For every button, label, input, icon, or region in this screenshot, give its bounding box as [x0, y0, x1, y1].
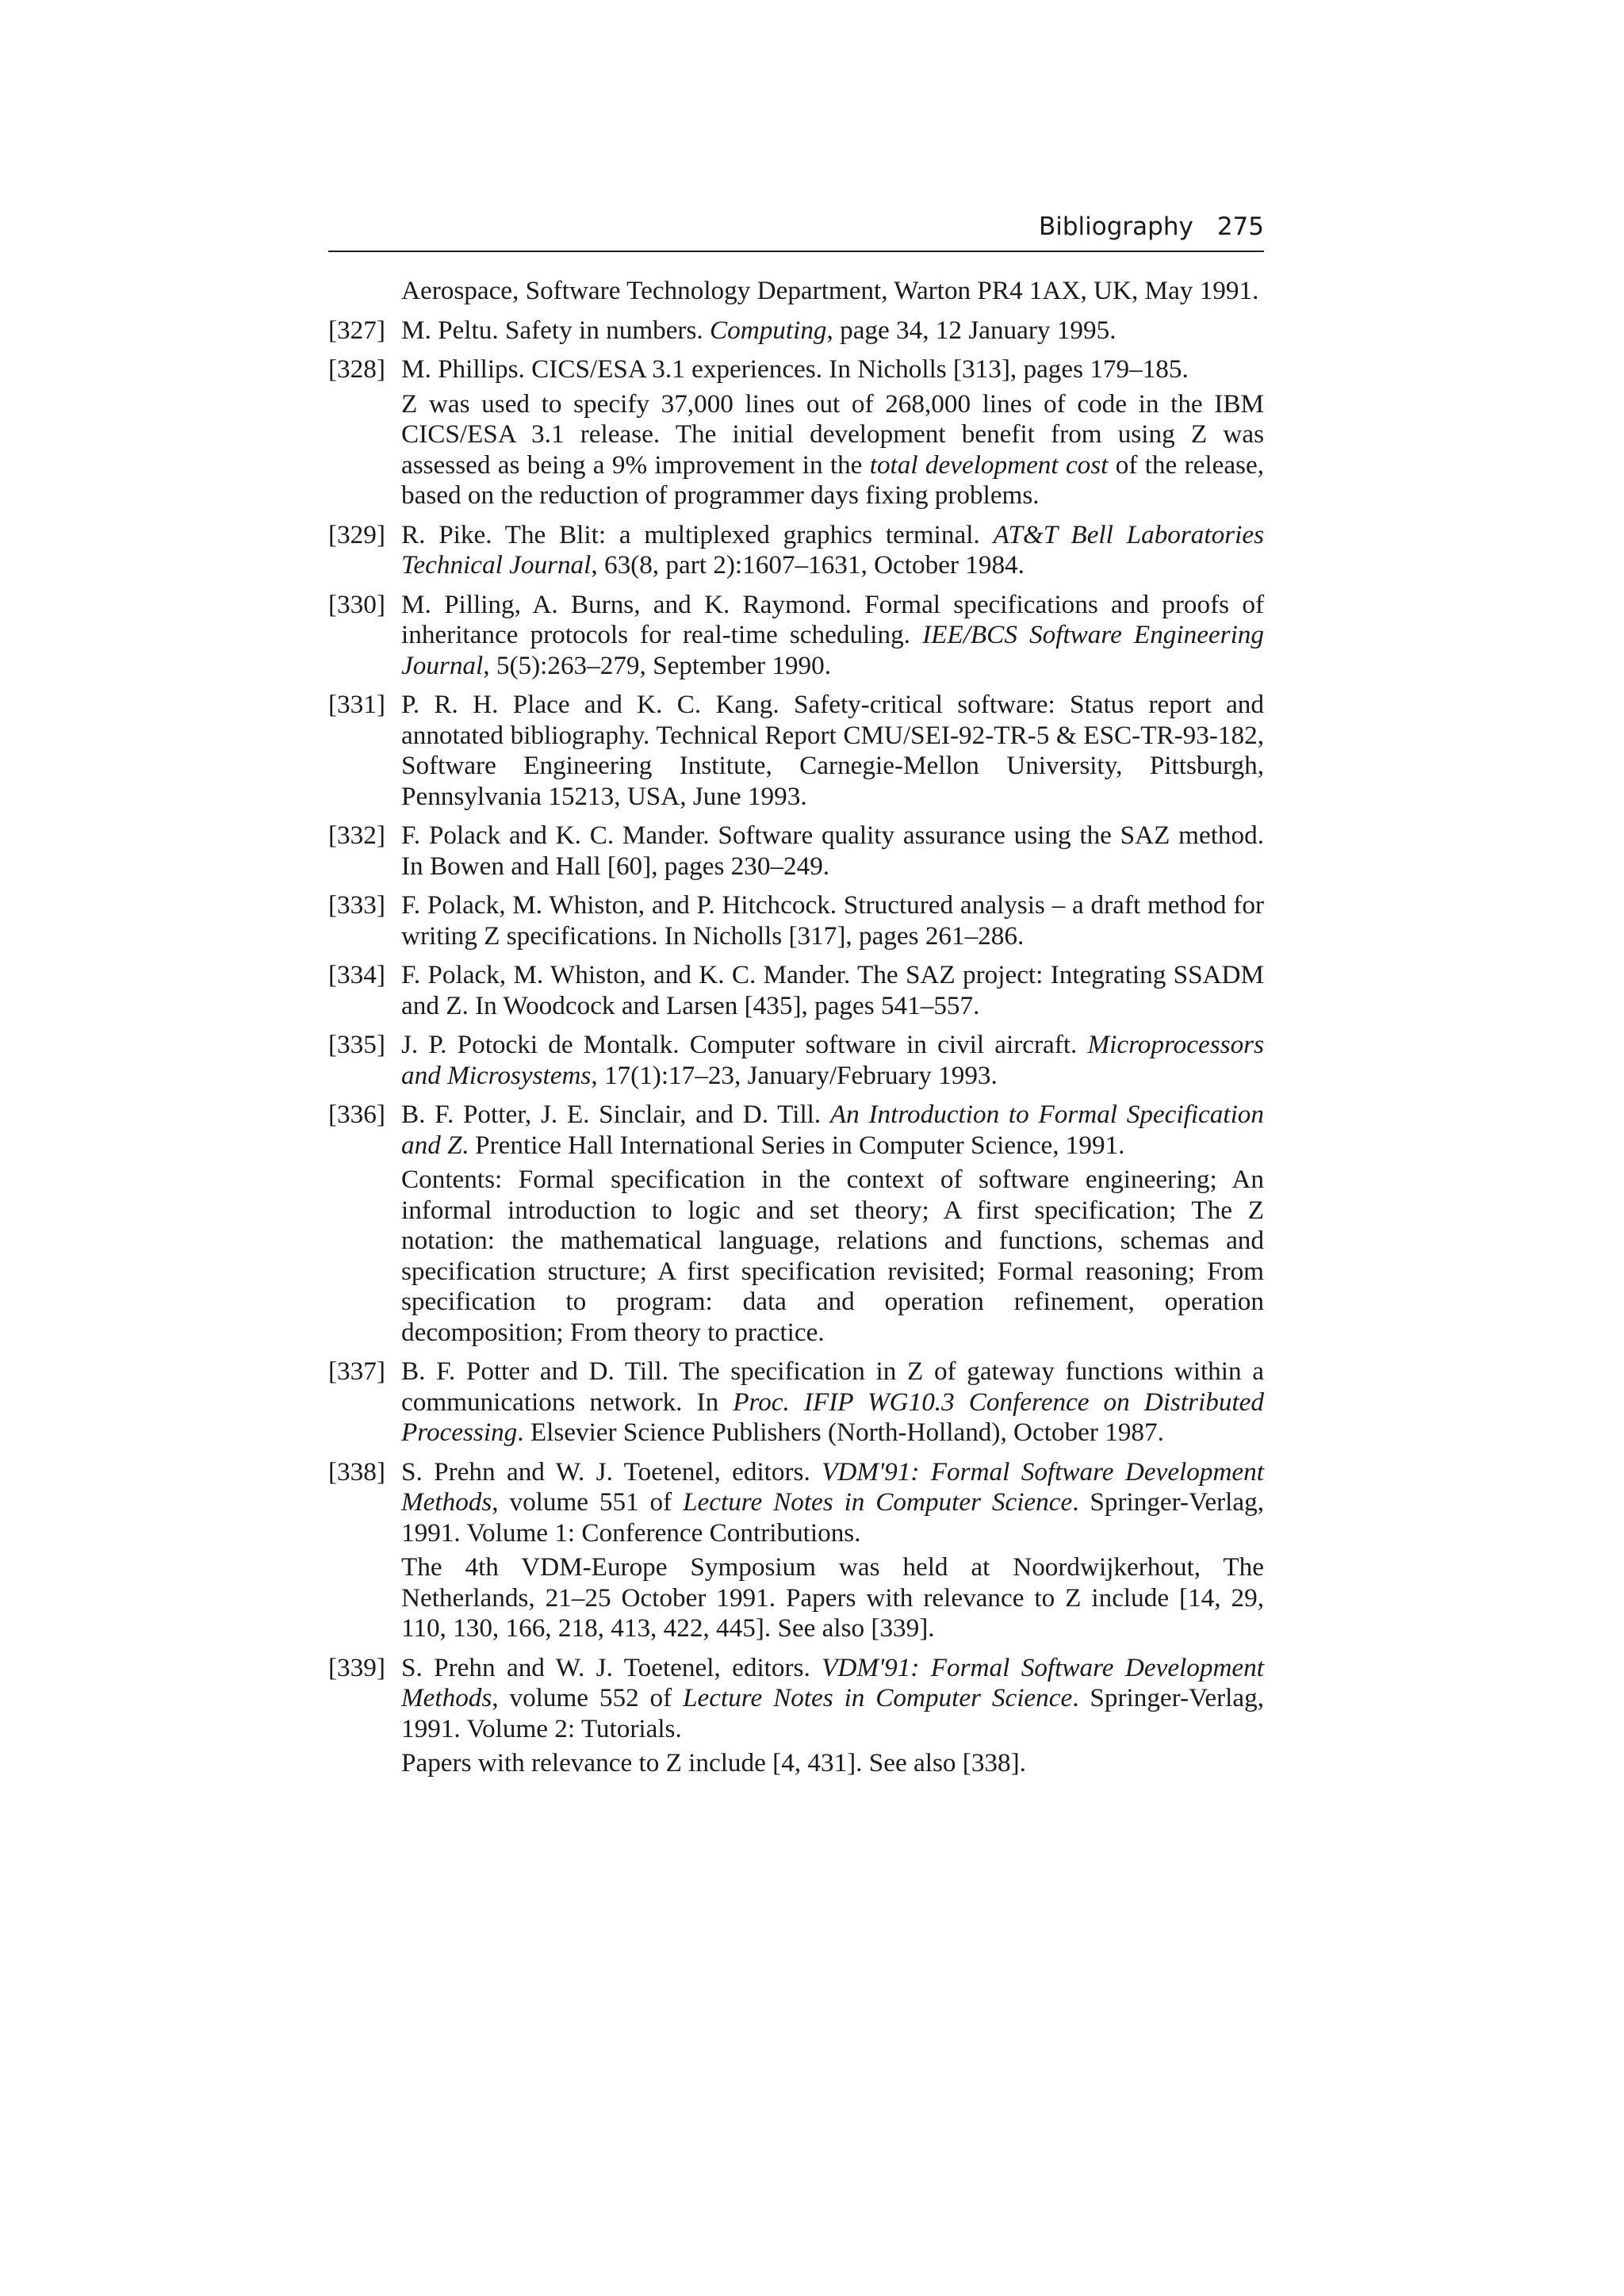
bibliography-entry	[328, 1357, 1264, 1448]
text-run: , volume 551 of	[492, 1487, 684, 1517]
entry-citation	[401, 316, 1264, 346]
entry-number: [337]	[328, 1357, 385, 1386]
text-run: F. Polack, M. Whiston, and P. Hitchcock. Structured analysis – a draft method for writing Z specifications. In Nicholls [317], pages 261–286.	[401, 890, 1264, 951]
italic-text: VDM'91: Formal Software Development Methods	[401, 1456, 1264, 1517]
text-run: . Prentice Hall International Series in Computer Science, 1991.	[462, 1130, 1125, 1160]
entry-annotation	[401, 1748, 1264, 1779]
text-run: , 63(8, part 2):1607–1631, October 1984.	[591, 550, 1025, 580]
text-run: , 17(1):17–23, January/February 1993.	[591, 1060, 998, 1090]
text-run: . Springer-Verlag, 1991. Volume 1: Conference Contributions.	[401, 1487, 1264, 1548]
text-run: The 4th VDM-Europe Symposium was held at Noordwijkerhout, The Netherlands, 21–25 October 1991. Papers with relevance to Z include [14, 29, 110, 130, 166, 218, 413, 422, 445]. See also [339].	[401, 1552, 1264, 1643]
entry-number: [328]	[328, 354, 385, 384]
section-title: Bibliography	[1038, 212, 1193, 241]
entry-number: [331]	[328, 690, 385, 719]
text-run: Z was used to specify 37,000 lines out of 268,000 lines of code in the IBM CICS/ESA 3.1 release. The initial development benefit from using Z was assessed as being a 9% improvement in the	[401, 388, 1264, 480]
entry-citation	[401, 690, 1264, 812]
italic-text: AT&T Bell Laboratories Technical Journal	[401, 519, 1264, 580]
entry-citation	[401, 276, 1264, 307]
bibliography-page	[328, 212, 1264, 1788]
running-header	[328, 212, 1264, 252]
text-run: of the release, based on the reduction of programmer days fixing problems.	[401, 450, 1264, 510]
entry-annotation	[401, 389, 1264, 511]
entry-citation	[401, 1653, 1264, 1745]
italic-text: An Introduction to Formal Specification and Z	[401, 1100, 1264, 1160]
text-run: F. Polack and K. C. Mander. Software quality assurance using the SAZ method. In Bowen and Hall [60], pages 230–249.	[401, 821, 1264, 881]
bibliography-entry	[328, 690, 1264, 812]
entry-number: [327]	[328, 315, 385, 345]
bibliography-entries	[328, 276, 1264, 1779]
entry-citation	[401, 890, 1264, 951]
entry-citation	[401, 1100, 1264, 1161]
text-run: , page 34, 12 January 1995.	[826, 315, 1116, 345]
entry-number: [338]	[328, 1456, 385, 1487]
entry-annotation	[401, 1552, 1264, 1644]
entry-citation	[401, 1357, 1264, 1448]
bibliography-entry	[328, 590, 1264, 682]
bibliography-entry	[328, 316, 1264, 346]
bibliography-entry	[328, 276, 1264, 307]
italic-text: Computing	[710, 315, 827, 345]
bibliography-entry	[328, 1100, 1264, 1348]
italic-text: IEE/BCS Software Engineering Journal	[401, 620, 1264, 680]
text-run: , 5(5):263–279, September 1990.	[483, 650, 831, 680]
entry-number: [336]	[328, 1100, 385, 1129]
text-run: , volume 552 of	[492, 1683, 684, 1712]
text-run: S. Prehn and W. J. Toetenel, editors.	[401, 1652, 822, 1682]
text-run: R. Pike. The Blit: a multiplexed graphics terminal.	[401, 519, 994, 549]
text-run: S. Prehn and W. J. Toetenel, editors.	[401, 1456, 822, 1487]
italic-text: Lecture Notes in Computer Science	[683, 1683, 1073, 1712]
bibliography-entry	[328, 1030, 1264, 1091]
bibliography-entry	[328, 1457, 1264, 1644]
entry-number: [329]	[328, 519, 385, 549]
entry-number: [335]	[328, 1030, 385, 1059]
bibliography-entry	[328, 821, 1264, 882]
text-run: B. F. Potter and D. Till. The specification in Z of gateway functions within a communications network. In	[401, 1357, 1264, 1417]
bibliography-entry	[328, 890, 1264, 951]
text-run: . Elsevier Science Publishers (North-Holland), October 1987.	[517, 1418, 1164, 1447]
entry-number: [332]	[328, 821, 385, 850]
italic-text: VDM'91: Formal Software Development Methods	[401, 1652, 1264, 1712]
text-run: B. F. Potter, J. E. Sinclair, and D. Till.	[401, 1100, 830, 1129]
entry-number: [334]	[328, 960, 385, 989]
entry-number: [333]	[328, 890, 385, 920]
text-run: M. Peltu. Safety in numbers.	[401, 315, 710, 345]
bibliography-entry	[328, 960, 1264, 1021]
entry-citation	[401, 1457, 1264, 1549]
text-run: P. R. H. Place and K. C. Kang. Safety-critical software: Status report and annotated bibliography. Technical Report CMU/SEI-92-TR-5 & ESC-TR-93-182, Software Engineering Institute, Carnegie-Mellon University, Pittsburgh, Pennsylvania 15213, USA, June 1993.	[401, 690, 1264, 811]
entry-annotation	[401, 1165, 1264, 1348]
text-run: J. P. Potocki de Montalk. Computer software in civil aircraft.	[401, 1030, 1088, 1059]
text-run: M. Pilling, A. Burns, and K. Raymond. Formal specifications and proofs of inheritance protocols for real-time scheduling.	[401, 589, 1264, 649]
text-run: Aerospace, Software Technology Department, Warton PR4 1AX, UK, May 1991.	[401, 276, 1259, 305]
italic-text: Lecture Notes in Computer Science	[683, 1487, 1073, 1517]
entry-number: [330]	[328, 589, 385, 619]
entry-citation	[401, 590, 1264, 682]
bibliography-entry	[328, 520, 1264, 581]
italic-text: Proc. IFIP WG10.3 Conference on Distributed Processing	[401, 1387, 1264, 1447]
page-number: 275	[1216, 212, 1264, 241]
text-run: F. Polack, M. Whiston, and K. C. Mander. The SAZ project: Integrating SSADM and Z. In Woodcock and Larsen [435], pages 541–557.	[401, 960, 1264, 1020]
entry-number: [339]	[328, 1652, 385, 1682]
italic-text: total development cost	[869, 450, 1109, 480]
bibliography-entry	[328, 1653, 1264, 1779]
entry-citation	[401, 960, 1264, 1021]
text-run: . Springer-Verlag, 1991. Volume 2: Tutorials.	[401, 1683, 1264, 1743]
text-run: Papers with relevance to Z include [4, 431]. See also [338].	[401, 1748, 1026, 1777]
text-run: M. Phillips. CICS/ESA 3.1 experiences. In Nicholls [313], pages 179–185.	[401, 354, 1189, 384]
italic-text: Microprocessors and Microsystems	[401, 1030, 1264, 1090]
bibliography-entry	[328, 354, 1264, 511]
text-run: Contents: Formal specification in the context of software engineering; An informal introduction to logic and set theory; A first specification; The Z notation: the mathematical language, relations and functions, schemas and specification structure; A first specification revisited; Formal reasoning; From specification to program: data and operation refinement, operation decomposition; From theory to practice.	[401, 1165, 1264, 1347]
entry-citation	[401, 520, 1264, 581]
entry-citation	[401, 821, 1264, 882]
entry-citation	[401, 354, 1264, 385]
entry-citation	[401, 1030, 1264, 1091]
